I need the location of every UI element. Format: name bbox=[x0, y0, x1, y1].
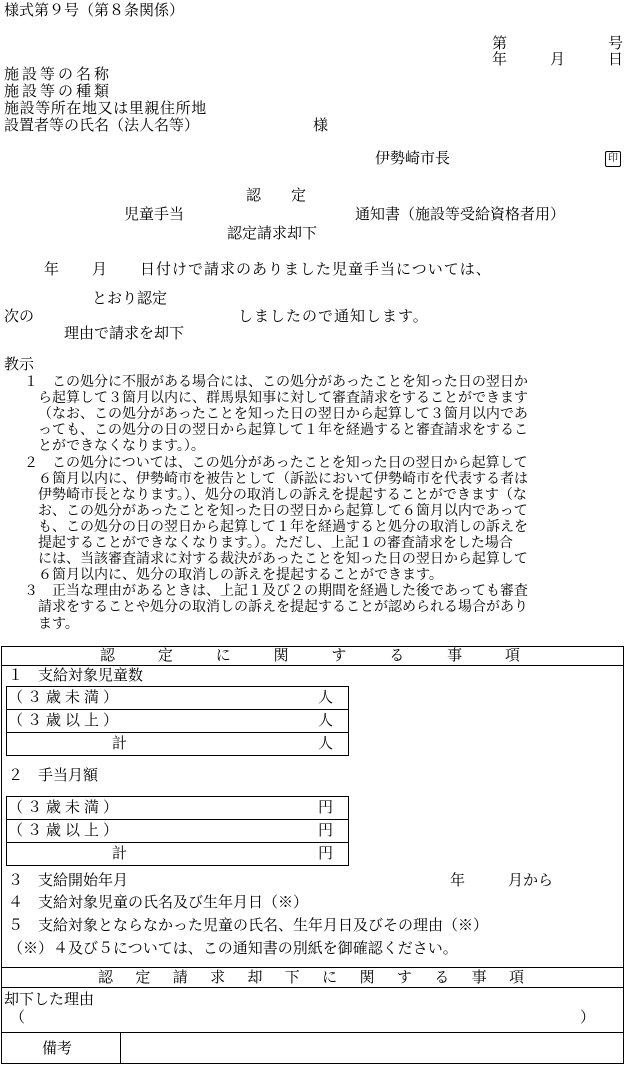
instruction-line: ２ この処分については、この処分があったことを知った日の翌日から起算して bbox=[24, 454, 528, 471]
remarks-divider bbox=[120, 1032, 121, 1064]
title-left: 児童手当 bbox=[124, 205, 185, 223]
instruction-line: ます。 bbox=[38, 615, 79, 632]
title-kyakka: 認定請求却下 bbox=[227, 224, 318, 242]
kyakka-header-char: 下 bbox=[284, 968, 300, 986]
instruction-line: も、この処分の日の翌日から起算して１年を経過すると処分の取消しの訴えを bbox=[38, 518, 528, 535]
row-unit: 円 bbox=[318, 821, 334, 839]
instruction-line: っても、この処分の日の翌日から起算して１年を経過すると審査請求をするこ bbox=[38, 422, 528, 439]
kyakka-header-char: 項 bbox=[508, 968, 524, 986]
honorific: 様 bbox=[313, 116, 329, 134]
kyakka-header-char: る bbox=[434, 968, 450, 986]
instruction-line: ６箇月以内に、伊勢崎市を被告として（訴訟において伊勢崎市を代表する者は bbox=[38, 470, 528, 487]
title-right: 通知書（施設等受給資格者用） bbox=[355, 205, 566, 223]
kyakka-header-char: 求 bbox=[210, 968, 226, 986]
amount-heading: ２ 手当月額 bbox=[8, 766, 99, 784]
row-label: 計 bbox=[112, 844, 128, 862]
instructions-heading: 教示 bbox=[4, 355, 35, 373]
instruction-line: ６箇月以内に、処分の取消しの訴えを提起することができます。 bbox=[38, 567, 443, 584]
nintei-header-char: す bbox=[331, 646, 347, 664]
facility-type-label: 施設等の種類 bbox=[4, 82, 113, 100]
owner-name-label: 設置者等の氏名（法人名等） bbox=[4, 116, 200, 134]
reason-paren-close: ） bbox=[580, 1008, 596, 1026]
body-line1: 年 月 日付けで請求のありました児童手当については、 bbox=[28, 260, 492, 278]
item5: ５ 支給対象とならなかった児童の氏名、生年月日及びその理由（※） bbox=[8, 916, 489, 934]
instruction-line: とができなくなります。）。 bbox=[38, 438, 205, 455]
kyakka-header-char: 定 bbox=[135, 968, 151, 986]
instruction-line: ら起算して３箇月以内に、群馬県知事に対して審査請求をすることができます bbox=[38, 390, 528, 407]
instruction-line: 伊勢崎市長となります。）、処分の取消しの訴えを提起することができます（な bbox=[38, 486, 527, 503]
row-unit: 人 bbox=[318, 711, 334, 729]
kyakka-header-char: 却 bbox=[247, 968, 263, 986]
remarks-row bbox=[1, 1032, 624, 1064]
instruction-line: （なお、この処分があったことを知った日の翌日から起算して３箇月以内であ bbox=[38, 406, 528, 423]
instruction-line: お、この処分があったことを知った日の翌日から起算して６箇月以内であって bbox=[38, 502, 528, 519]
body-option-bottom: 理由で請求を却下 bbox=[64, 324, 185, 342]
kyakka-header-char: 請 bbox=[172, 968, 188, 986]
number-dai: 第 bbox=[492, 34, 508, 52]
form-id: 様式第９号（第８条関係） bbox=[4, 1, 185, 19]
kyakka-header-char: に bbox=[322, 968, 338, 986]
row-unit: 円 bbox=[318, 798, 334, 816]
amount-row-divider bbox=[6, 819, 349, 820]
title-nintei: 認 定 bbox=[246, 186, 307, 204]
nintei-header-char: 項 bbox=[504, 646, 520, 664]
nintei-header-char: 認 bbox=[100, 646, 116, 664]
instruction-line: ３ 正当な理由があるときは、上記１及び２の期間を経過した後であっても審査 bbox=[24, 583, 528, 600]
kyakka-header-divider bbox=[1, 987, 624, 988]
date-year: 年 bbox=[492, 50, 508, 68]
reason-paren-open: （ bbox=[10, 1008, 26, 1026]
date-month: 月 bbox=[550, 50, 566, 68]
row-label: （３歳以上） bbox=[8, 821, 123, 839]
facility-address-label: 施設等所在地又は里親住所地 bbox=[4, 99, 207, 117]
kyakka-header bbox=[98, 970, 524, 985]
body-suffix: しましたので通知します。 bbox=[238, 307, 429, 325]
start-year: 年 bbox=[450, 871, 466, 889]
nintei-header-char: に bbox=[215, 646, 231, 664]
instruction-line: 請求をすることや処分の取消しの訴えを提起することが認められる場合があり bbox=[38, 599, 528, 616]
kyakka-header-char: 認 bbox=[98, 968, 114, 986]
nintei-header bbox=[100, 648, 520, 663]
number-go: 号 bbox=[608, 34, 624, 52]
row-label: （３歳以上） bbox=[8, 711, 123, 729]
kyakka-header-char: 関 bbox=[359, 968, 375, 986]
row-label: （３歳未満） bbox=[8, 798, 123, 816]
instruction-line: には、当該審査請求に対する裁決があったことを知った日の翌日から起算して bbox=[38, 551, 528, 568]
issuer-title: 伊勢崎市長 bbox=[375, 149, 451, 167]
body-option-top: とおり認定 bbox=[92, 289, 168, 307]
nintei-header-char: 事 bbox=[447, 646, 463, 664]
row-label: 計 bbox=[112, 734, 128, 752]
children-heading: １ 支給対象児童数 bbox=[8, 666, 144, 684]
start-label: ３ 支給開始年月 bbox=[8, 871, 129, 889]
nintei-header-char: る bbox=[389, 646, 405, 664]
seal-mark: 印 bbox=[605, 151, 621, 167]
item4: ４ 支給対象児童の氏名及び生年月日（※） bbox=[8, 893, 309, 911]
children-row-divider bbox=[6, 732, 349, 733]
instruction-line: 提起することができなくなります。）。ただし、上記１の審査請求をした場合 bbox=[38, 535, 513, 551]
reason-label: 却下した理由 bbox=[4, 990, 95, 1008]
row-unit: 人 bbox=[318, 688, 334, 706]
row-unit: 円 bbox=[318, 844, 334, 862]
instruction-line: １ この処分に不服がある場合には、この処分があったことを知った日の翌日か bbox=[24, 374, 528, 390]
kyakka-header-char: す bbox=[396, 968, 412, 986]
kyakka-header-char: 事 bbox=[471, 968, 487, 986]
nintei-header-char: 定 bbox=[157, 646, 173, 664]
remarks-label: 備考 bbox=[42, 1039, 73, 1057]
start-month: 月から bbox=[508, 871, 554, 889]
facility-name-label: 施設等の名称 bbox=[4, 65, 113, 83]
amount-row-divider bbox=[6, 842, 349, 843]
note: （※）４及び５については、この通知書の別紙を御確認ください。 bbox=[8, 939, 458, 957]
date-day: 日 bbox=[608, 50, 624, 68]
row-label: （３歳未満） bbox=[8, 688, 123, 706]
body-prefix: 次の bbox=[4, 307, 35, 325]
nintei-header-char: 関 bbox=[273, 646, 289, 664]
children-row-divider bbox=[6, 709, 349, 710]
row-unit: 人 bbox=[318, 734, 334, 752]
